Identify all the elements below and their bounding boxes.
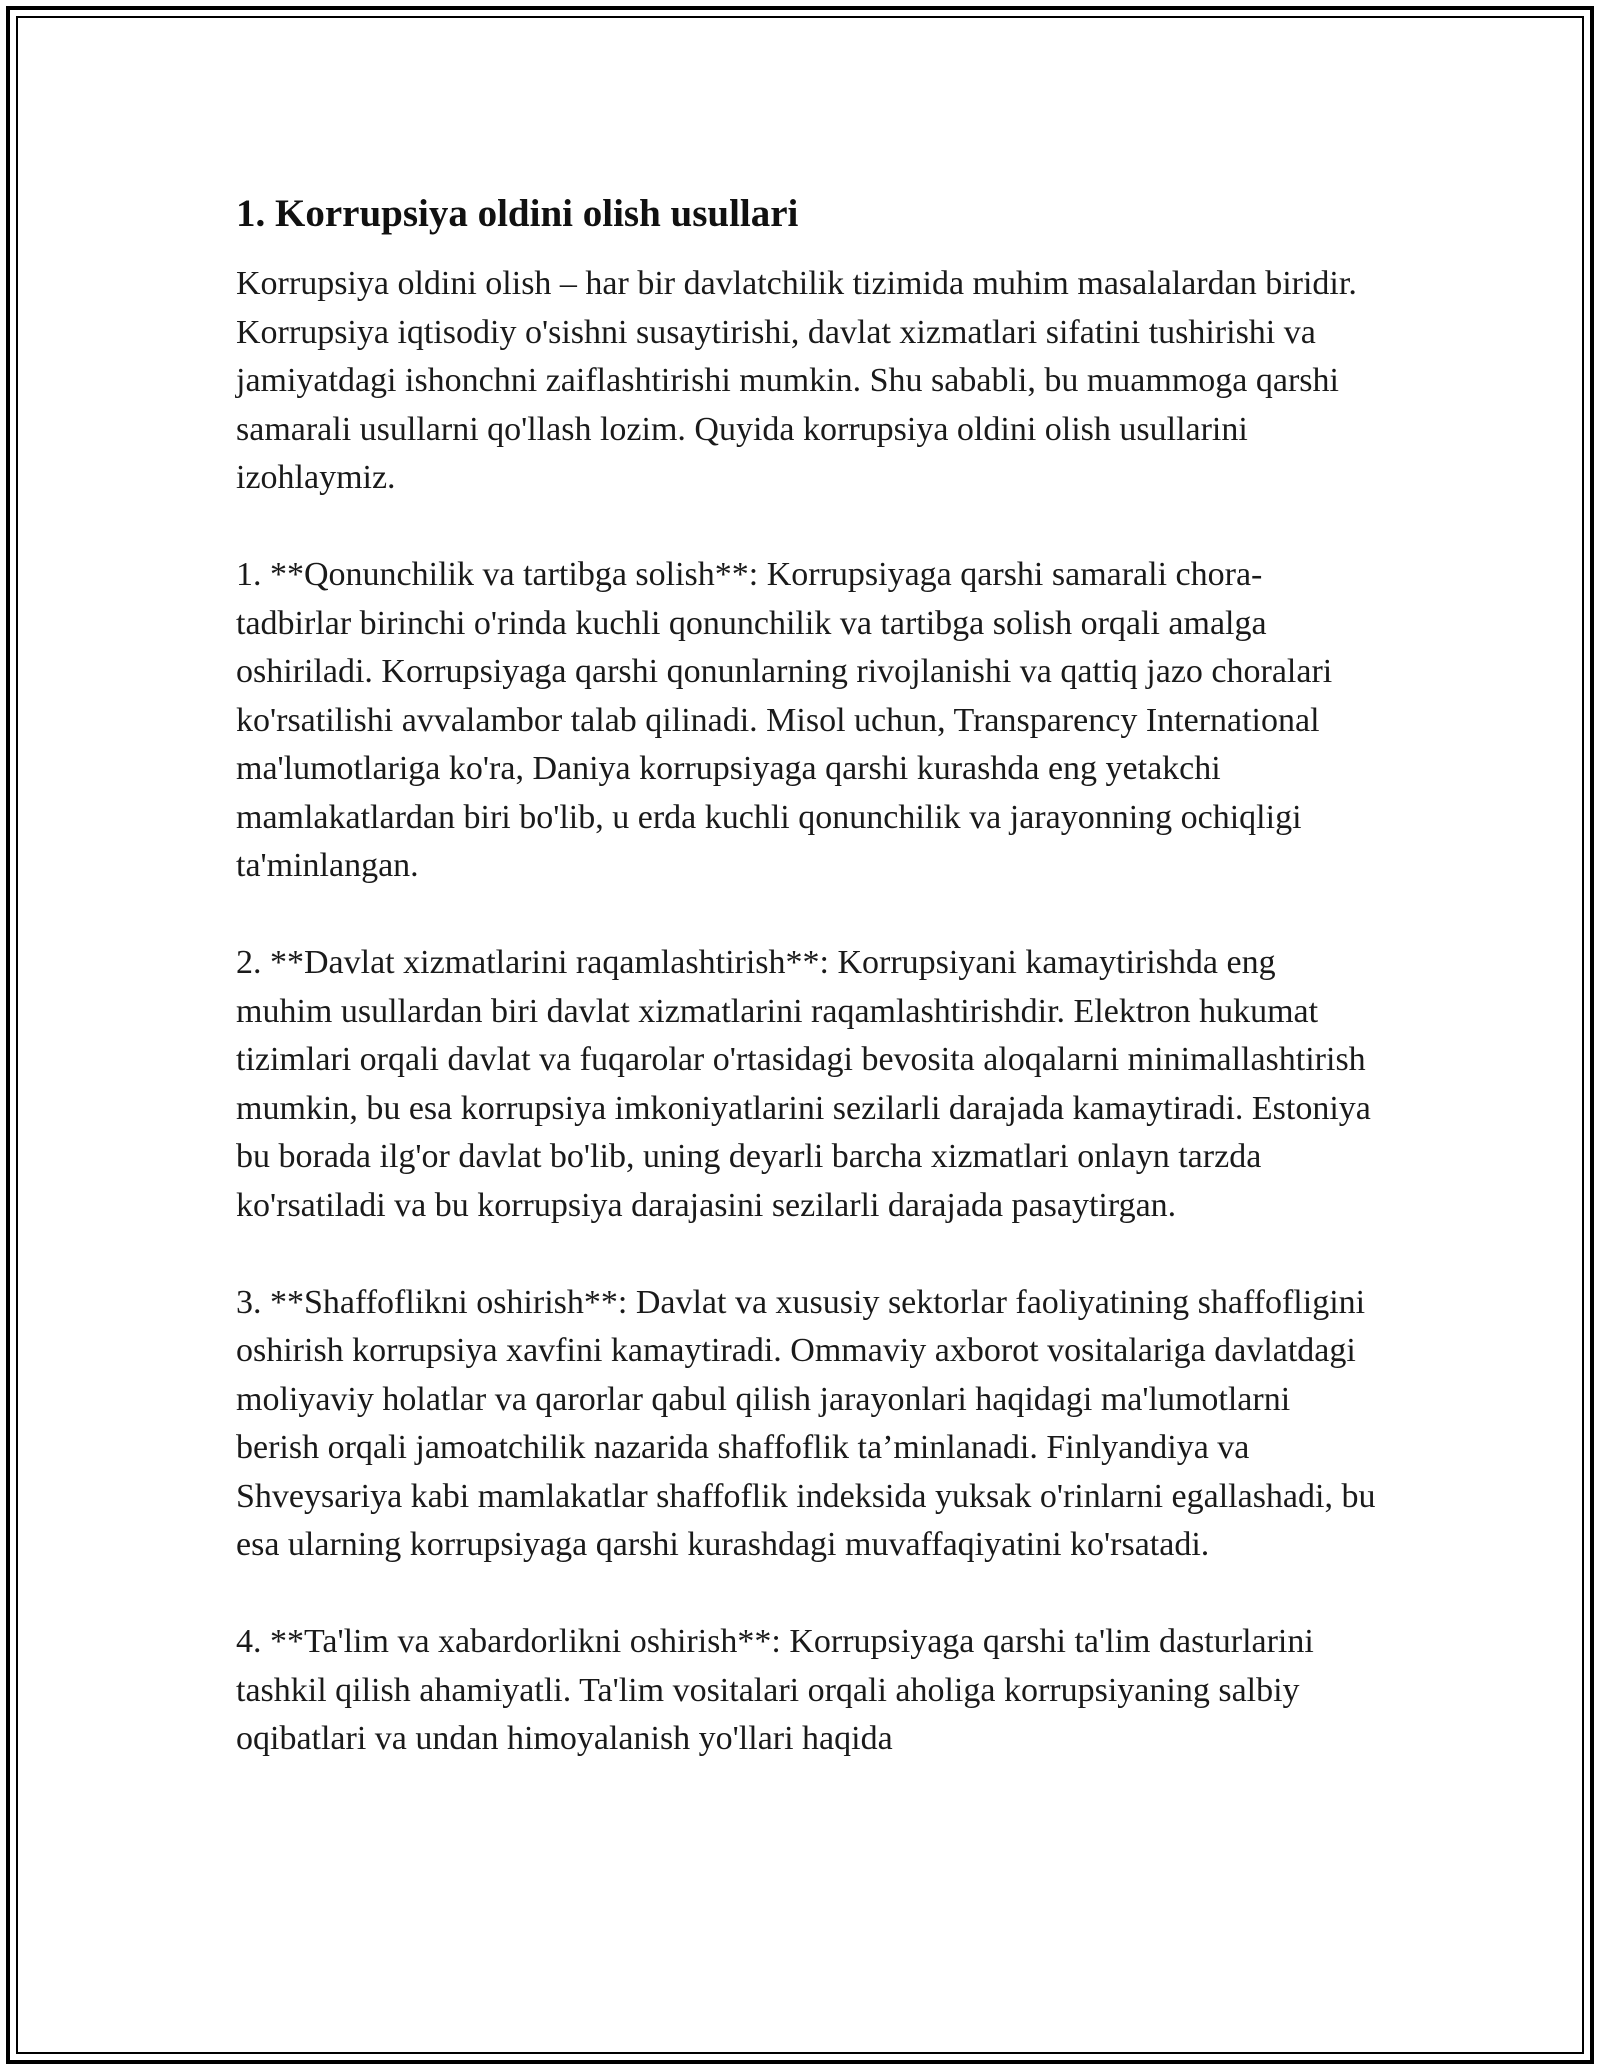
paragraph-digitalization: 2. **Davlat xizmatlarini raqamlashtirish**: Korrupsiyani kamaytirishda eng muhim usullardan biri davlat xizmatlarini raqamlashtirishdir. Elektron hukumat tizimlari orqali davlat va fuqarolar o'rtasidagi bevosita aloqalarni minimallashtirish mumkin, bu esa korrupsiya imkoniyatlarini sezilarli darajada kamaytiradi. Estoniya bu borada ilg'or davlat bo'lib, uning deyarli barcha xizmatlari onlayn tarzda ko'rsatiladi va bu korrupsiya darajasini sezilarli darajada pasaytirgan. xyxy=(236,944,1371,1224)
paragraph-legislation: 1. **Qonunchilik va tartibga solish**: Korrupsiyaga qarshi samarali chora-tadbirlar birinchi o'rinda kuchli qonunchilik va tartibga solish orqali amalga oshiriladi. Korrupsiyaga qarshi qonunlarning rivojlanishi va qattiq jazo choralari ko'rsatilishi avvalambor talab qilinadi. Misol uchun, Transparency International ma'lumotlariga ko'ra, Daniya korrupsiyaga qarshi kurashda eng yetakchi mamlakatlardan biri bo'lib, u erda kuchli qonunchilik va jarayonning ochiqligi ta'minlangan. xyxy=(236,556,1333,884)
paragraph-transparency: 3. **Shaffoflikni oshirish**: Davlat va xususiy sektorlar faoliyatining shaffofligini oshirish korrupsiya xavfini kamaytiradi. Ommaviy axborot vositalariga davlatdagi moliyaviy holatlar va qarorlar qabul qilish jarayonlari haqidagi ma'lumotlarni berish orqali jamoatchilik nazarida shaffoflik ta’minlanadi. Finlyandiya va Shveysariya kabi mamlakatlar shaffoflik indeksida yuksak o'rinlarni egallashadi, bu esa ularning korrupsiyaga qarshi kurashdagi muvaffaqiyatini ko'rsatadi. xyxy=(236,1283,1376,1563)
section-heading: 1. Korrupsiya oldini olish usullari xyxy=(236,192,799,235)
document-body xyxy=(236,180,1376,1812)
intro-paragraph: Korrupsiya oldini olish – har bir davlatchilik tizimida muhim masalalardan biridir. Korrupsiya iqtisodiy o'sishni susaytirishi, davlat xizmatlari sifatini tushirishi va jamiyatdagi ishonchni zaiflashtirishi mumkin. Shu sababli, bu muammoga qarshi samarali usullarni qo'llash lozim. Quyida korrupsiya oldini olish usullarini izohlaymiz. xyxy=(236,265,1357,496)
paragraph-education: 4. **Ta'lim va xabardorlikni oshirish**: Korrupsiyaga qarshi ta'lim dasturlarini tashkil qilish ahamiyatli. Ta'lim vositalari orqali aholiga korrupsiyaning salbiy oqibatlari va undan himoyalanish yo'llari haqida xyxy=(236,1623,1314,1757)
